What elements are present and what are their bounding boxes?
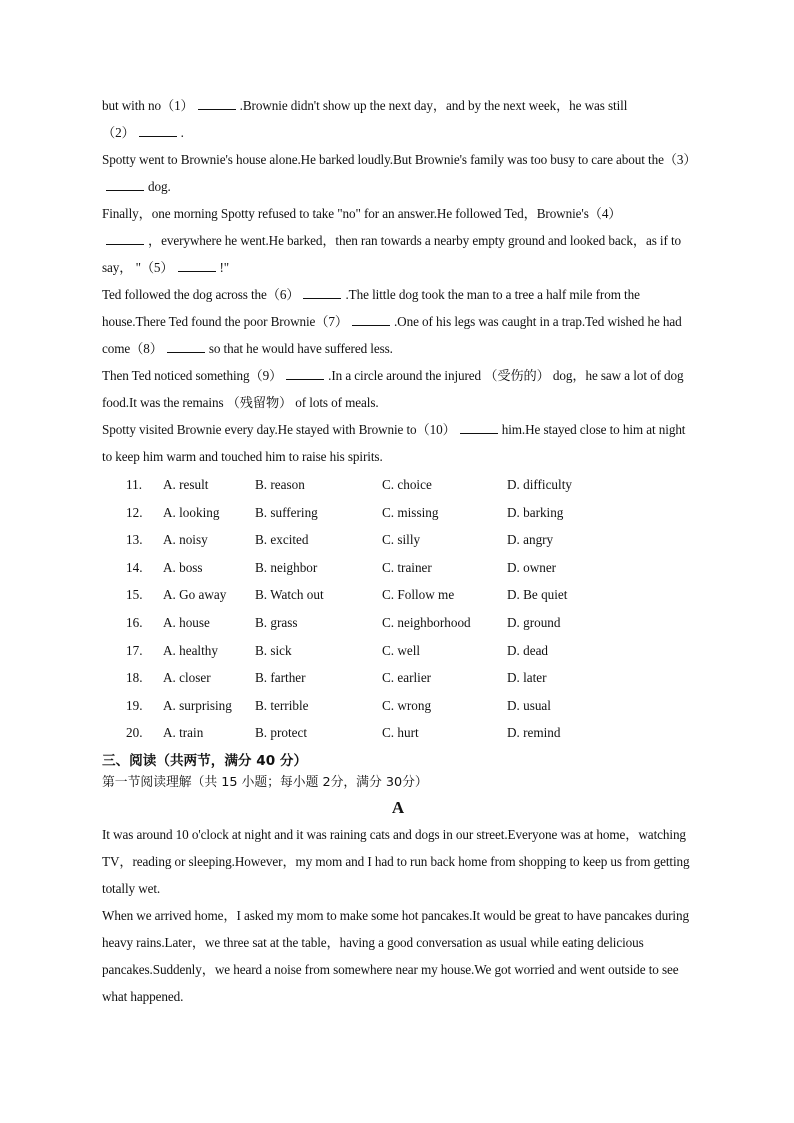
passage-text: Then Ted noticed something（9）	[102, 368, 283, 383]
option-b: B. farther	[255, 670, 306, 686]
answer-blank	[167, 341, 205, 353]
question-row	[102, 719, 694, 747]
option-b: B. Watch out	[255, 587, 324, 603]
option-a: A. boss	[163, 559, 203, 575]
option-b: B. neighbor	[255, 559, 318, 575]
question-number: 13.	[126, 532, 143, 548]
passage-text: him.He stayed close to him at night to keep him warm and touched him to raise his spirits.	[102, 422, 686, 464]
option-d: D. remind	[507, 725, 561, 741]
option-b: B. grass	[255, 614, 298, 630]
answer-blank	[139, 125, 177, 137]
option-a: A. train	[163, 725, 204, 741]
question-row	[102, 637, 694, 665]
passage-text: Ted followed the dog across the（6）	[102, 287, 300, 302]
option-b: B. terrible	[255, 697, 309, 713]
option-c: C. missing	[382, 504, 439, 520]
question-number: 20.	[126, 725, 143, 741]
section-title: 三、阅读（共两节，满分 40 分）	[102, 752, 308, 769]
option-d: D. owner	[507, 559, 557, 575]
question-row	[102, 499, 694, 527]
option-c: C. hurt	[382, 725, 419, 741]
option-c: C. silly	[382, 532, 421, 548]
passage-paragraph-4	[102, 281, 694, 362]
multiple-choice-options	[102, 471, 694, 747]
option-d: D. later	[507, 670, 547, 686]
question-row	[102, 609, 694, 637]
option-d: D. difficulty	[507, 477, 572, 492]
passage-text: but with no（1）	[102, 98, 194, 113]
question-row	[102, 664, 694, 692]
passage-text: .Brownie didn't show up the next day，and by the next week，he was still	[239, 98, 628, 113]
question-number: 18.	[126, 670, 143, 686]
question-number: 15.	[126, 587, 143, 603]
option-c: C. well	[382, 642, 421, 658]
passage-text: dog.	[148, 179, 171, 194]
option-c: C. Follow me	[382, 587, 455, 603]
passage-text: .The little dog took the man to a tree a half mile from the house.There Ted found the poor Brownie（7）	[102, 287, 640, 329]
answer-blank	[352, 314, 390, 326]
passage-text: Spotty went to Brownie's house alone.He barked loudly.But Brownie's family was too busy to care about the（3）	[102, 152, 697, 167]
passage-text: .In a circle around the injured （受伤的） dog，he saw a lot of dog food.It was the remains （残留物） of lots of meals.	[102, 368, 684, 410]
reading-paragraph-1: It was around 10 o'clock at night and it was raining cats and dogs in our street.Everyone was at home，watching TV，reading or sleeping.However，my mom and I had to run back home from shopping to keep us from getting totally wet.	[102, 826, 690, 896]
question-number: 19.	[126, 697, 143, 713]
reading-paragraph-2: When we arrived home，I asked my mom to make some hot pancakes.It would be great to have pancakes during heavy rains.Later，we three sat at the table，having a good conversation as usual while eating delicious pancakes.Suddenly，we heard a noise from somewhere near my house.We got worried and went outside to see what happened.	[102, 907, 689, 1004]
option-d: D. barking	[507, 504, 564, 520]
passage-text: ，everywhere he went.He barked，then ran towards a nearby empty ground and looked back，as if to say， "（5）	[102, 233, 682, 275]
passage-paragraph-6	[102, 416, 694, 470]
passage-paragraph-2	[102, 146, 697, 200]
question-row	[102, 526, 694, 554]
passage-text: Finally，one morning Spotty refused to take "no" for an answer.He followed Ted，Brownie's（4）	[102, 206, 622, 221]
passage-text: !"	[219, 260, 230, 275]
option-a: A. noisy	[163, 532, 208, 548]
document-page	[102, 92, 697, 1010]
option-d: D. ground	[507, 614, 561, 630]
option-b: B. protect	[255, 725, 308, 741]
option-a: A. result	[163, 477, 209, 492]
option-a: A. surprising	[163, 697, 232, 713]
option-c: C. wrong	[382, 697, 432, 713]
passage-text: so that he would have suffered less.	[208, 341, 393, 356]
part-letter: A	[391, 797, 405, 817]
option-b: B. suffering	[255, 504, 318, 520]
option-a: A. house	[163, 614, 210, 630]
option-a: A. closer	[163, 670, 211, 686]
answer-blank	[106, 179, 144, 191]
question-number: 14.	[126, 559, 143, 575]
option-d: D. dead	[507, 642, 549, 658]
passage-paragraph-5	[102, 362, 694, 416]
section-subtitle: 第一节阅读理解（共 15 小题；每小题 2分，满分 30分）	[102, 774, 428, 790]
passage-text: （2）	[102, 125, 135, 140]
option-c: C. choice	[382, 477, 432, 492]
answer-blank	[303, 287, 341, 299]
answer-blank	[198, 98, 236, 110]
option-a: A. looking	[163, 504, 220, 520]
passage-text: .One of his legs was caught in a trap.Ted wished he had come（8）	[102, 314, 682, 356]
question-number: 12.	[126, 504, 143, 520]
option-b: B. excited	[255, 532, 309, 548]
option-d: D. angry	[507, 532, 554, 548]
question-row	[102, 554, 694, 582]
passage-paragraph-3	[102, 200, 694, 281]
question-row	[102, 581, 694, 609]
question-number: 16.	[126, 614, 143, 630]
option-c: C. trainer	[382, 559, 432, 575]
answer-blank	[286, 368, 324, 380]
option-a: A. Go away	[163, 587, 227, 603]
option-c: C. neighborhood	[382, 614, 471, 630]
passage-text: Spotty visited Brownie every day.He stayed with Brownie to（10）	[102, 422, 456, 437]
answer-blank	[106, 233, 144, 245]
passage-text: .	[180, 125, 184, 140]
answer-blank	[178, 260, 216, 272]
option-b: B. reason	[255, 477, 305, 492]
option-b: B. sick	[255, 642, 292, 658]
question-number: 17.	[126, 642, 143, 658]
question-number: 11.	[126, 477, 142, 492]
answer-blank	[460, 422, 498, 434]
passage-paragraph-1	[102, 92, 694, 146]
question-row	[102, 471, 694, 499]
question-row	[102, 692, 694, 720]
option-d: D. Be quiet	[507, 587, 568, 603]
option-a: A. healthy	[163, 642, 218, 658]
option-d: D. usual	[507, 697, 551, 713]
option-c: C. earlier	[382, 670, 432, 686]
